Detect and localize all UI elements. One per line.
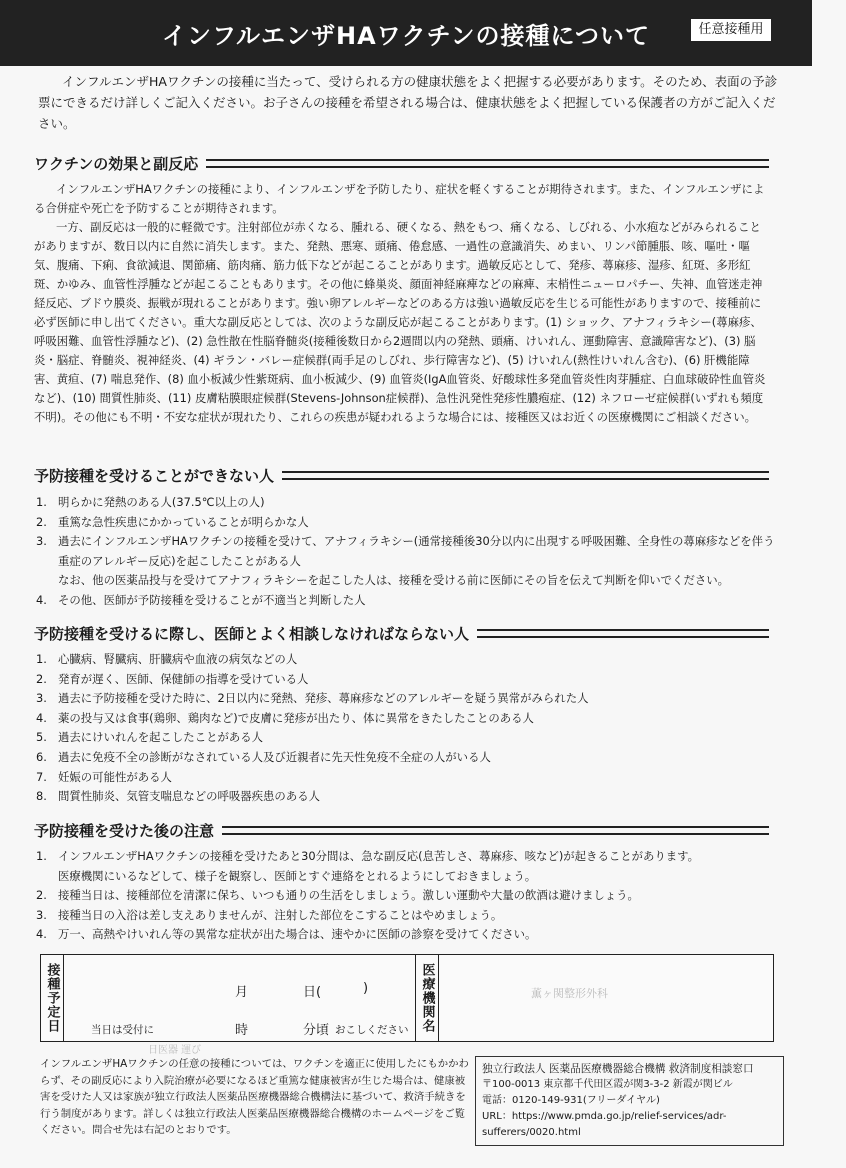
item-number: 2. (36, 514, 47, 529)
item-number: 1. (36, 495, 47, 509)
weekday-close: ) (363, 981, 369, 996)
item-text: 過去に予防接種を受けた時に、2日以内に発熱、発疹、蕁麻疹などのアレルギーを疑う異常がみられた人 (58, 691, 589, 706)
minute-label: 分頃 (303, 1023, 330, 1038)
list-item (36, 689, 776, 709)
item-number: 1. (36, 849, 47, 863)
list-item (36, 787, 776, 807)
item-number: 5. (36, 730, 47, 745)
section-header-effects (34, 152, 769, 174)
section-header-consult (34, 622, 769, 644)
list-item (36, 513, 776, 533)
item-number: 8. (36, 789, 47, 804)
contact-box (475, 1056, 784, 1146)
section-title: 予防接種を受けるに際し、医師とよく相談しなければならない人 (34, 624, 470, 643)
item-number: 2. (36, 888, 47, 903)
date-field[interactable] (63, 955, 416, 1041)
item-text: 発育が遅く、医師、保健師の指導を受けている人 (58, 671, 309, 686)
item-number: 4. (36, 592, 47, 607)
item-number: 4. (36, 927, 47, 942)
list-item (36, 886, 776, 906)
item-text: 薬の投与又は食事(鶏卵、鶏肉など)で皮膚に発疹が出たり、体に異常をきたしたことのある人 (58, 710, 534, 725)
item-text: 明らかに発熱のある人(37.5℃以上の人) (58, 495, 265, 509)
item-number: 7. (36, 769, 47, 784)
contact-address: 〒100-0013 東京都千代田区霞が関3-3-2 新霞が関ビル (482, 1079, 733, 1090)
section-rule (282, 471, 769, 480)
intro-paragraph: インフルエンザHAワクチンの接種に当たって、受けられる方の健康状態をよく把握する必要があります。そのため、表面の予診票にできるだけ詳しくご記入ください。お子さんの接種を希望される場合は、健康状態をよく把握している保護者の方がご記入ください。 (38, 74, 778, 131)
section-title: 予防接種を受けることができない人 (34, 466, 275, 485)
month-label: 月 (235, 985, 249, 1000)
clinic-stamp-faint: 薫ヶ関整形外科 (531, 987, 608, 1000)
list-item (36, 847, 776, 886)
item-number: 6. (36, 749, 47, 764)
list-item (36, 670, 776, 690)
section-title: 予防接種を受けた後の注意 (34, 821, 215, 840)
header-bar (0, 0, 812, 66)
contact-phone: 電話：0120-149-931(フリーダイヤル) (482, 1095, 660, 1106)
item-number: 1. (36, 652, 47, 666)
item-text: 接種当日は、接種部位を清潔に保ち、いつも通りの生活をしましょう。激しい運動や大量の飲酒は避けましょう。 (58, 888, 639, 903)
section-rule (206, 159, 769, 168)
contact-org: 独立行政法人 医薬品医療機器総合機構 救済制度相談窓口 (482, 1063, 754, 1075)
item-number: 3. (36, 691, 47, 706)
clinic-label: 医療機関名 (416, 955, 439, 1041)
item-text: 過去にけいれんを起こしたことがある人 (58, 730, 264, 745)
effects-paragraph-2: 一方、副反応は一般的に軽微です。注射部位が赤くなる、腫れる、硬くなる、熱をもつ、痛くなる、しびれる、小水疱などがみられることがありますが、数日以内に自然に消失します。また、発熱、悪寒、頭痛、倦怠感、一過性の意識消失、めまい、リンパ節腫脹、咳、嘔吐・嘔気、腹痛、下痢、食欲減退、関節痛、筋肉痛、筋力低下などが起こることがあります。過敏反応として、発疹、蕁麻疹、湿疹、紅斑、多形紅斑、かゆみ、血管性浮腫などが起こることもあります。その他に蜂巣炎、顔面神経麻痺などの麻痺、末梢性ニューロパチー、失神、血管迷走神経反応、ブドウ膜炎、振戦が現れることがあります。強い卵アレルギーなどのある方は強い過敏反応を生じる可能性がありますので、接種前に必ず医師に申し出てください。重大な副反応としては、次のような副反応が起こることがあります。(1) ショック、アナフィラキシー(蕁麻疹、呼吸困難、血管性浮腫など)、(2) 急性散在性脳脊髄炎(接種後数日から2週間以内の発熱、頭痛、けいれん、運動障害、意識障害など)、(3) 脳炎・脳症、脊髄炎、視神経炎、(4) ギラン・バレー症候群(両手足のしびれ、歩行障害など)、(5) けいれん(熱性けいれん含む)、(6) 肝機能障害、黄疸、(7) 喘息発作、(8) 血小板減少性紫斑病、血小板減少、(9) 血管炎(IgA血管炎、好酸球性多発血管炎性肉芽腫症、白血球破砕性血管炎など)、(10) 間質性肺炎、(11) 皮膚粘膜眼症候群(Stevens-Johnson症候群)、急性汎発性発疹性膿疱症、(12) ネフローゼ症候群(いずれも頻度不明)。その他にも不明・不安な症状が現れたり、これらの疾患が疑われるような場合には、接種医又はお近くの医療機関にご相談ください。 (34, 220, 766, 424)
item-number: 3. (36, 907, 47, 922)
item-text: 心臓病、腎臓病、肝臓病や血液の病気などの人 (58, 652, 298, 666)
item-text: 万一、高熱やけいれん等の異常な症状が出た場合は、速やかに医師の診察を受けてください。 (58, 927, 537, 942)
hour-label: 時 (235, 1023, 249, 1038)
list-item (36, 532, 776, 591)
list-item (36, 768, 776, 788)
day-label: 日( (303, 985, 322, 1000)
item-text: 間質性肺炎、気管支喘息などの呼吸器疾患のある人 (58, 789, 320, 804)
consult-list (36, 650, 776, 807)
item-number: 3. (36, 534, 47, 549)
page-title: インフルエンザHAワクチンの接種について (161, 22, 651, 50)
item-text: 接種当日の入浴は差し支えありませんが、注射した部位をこすることはやめましょう。 (58, 907, 503, 922)
contact-url[interactable]: URL：https://www.pmda.go.jp/relief-services/adr-sufferers/0020.html (482, 1111, 727, 1138)
section-header-cannot (34, 464, 769, 486)
item-text: 過去に免疫不全の診断がなされている人及び近親者に先天性免疫不全症の人がいる人 (58, 749, 491, 764)
section-rule (222, 826, 769, 835)
item-number: 4. (36, 710, 47, 725)
faint-mirror-text: 日医器 運び (148, 1045, 202, 1056)
category-badge: 任意接種用 (691, 19, 771, 41)
list-item (36, 925, 776, 945)
list-item (36, 493, 776, 513)
list-item (36, 748, 776, 768)
item-text: インフルエンザHAワクチンの接種を受けたあと30分間は、急な副反応(息苦しさ、蕁麻疹、咳など)が起きることがあります。 (58, 849, 700, 863)
arrival-prefix: 当日は受付に (91, 1024, 154, 1036)
list-item (36, 728, 776, 748)
list-item (36, 591, 776, 611)
clinic-name-field[interactable] (439, 955, 773, 1041)
schedule-label: 接種予定日 (41, 955, 64, 1041)
item-text: 過去にインフルエンザHAワクチンの接種を受けて、アナフィラキシー(通常接種後30分以内に出現する呼吸困難、全身性の蕁麻疹などを伴う重症のアレルギー反応)を起こしたことがある人 (58, 534, 775, 568)
relief-note: インフルエンザHAワクチンの任意の接種については、ワクチンを適正に使用したにもかかわらず、その副反応により入院治療が必要になるほど重篤な健康被害が生じた場合は、健康被害を受けた人又は家族が独立行政法人医薬品医療機器総合機構法に基づいて、救済手続きを行う制度があります。詳しくは独立行政法人医薬品医療機器総合機構のホームページをご覧ください。問合せ先は右記のとおりです。 (40, 1058, 469, 1136)
effects-paragraph-1: インフルエンザHAワクチンの接種により、インフルエンザを予防したり、症状を軽くすることが期待されます。また、インフルエンザによる合併症や死亡を予防することが期待されます。 (34, 182, 765, 215)
section-rule (477, 629, 769, 638)
list-item (36, 906, 776, 926)
arrival-suffix: おこしください (335, 1024, 409, 1036)
item-note: 医療機関にいるなどして、様子を観察し、医師とすぐ連絡をとれるようにしておきましょう。 (58, 868, 537, 883)
section-title: ワクチンの効果と副反応 (34, 154, 199, 173)
schedule-box (40, 954, 774, 1042)
list-item (36, 650, 776, 670)
item-note: なお、他の医薬品投与を受けてアナフィラキシーを起こした人は、接種を受ける前に医師にその旨を伝えて判断を仰いでください。 (58, 573, 730, 588)
item-text: 妊娠の可能性がある人 (58, 769, 172, 784)
list-item (36, 709, 776, 729)
item-text: その他、医師が予防接種を受けることが不適当と判断した人 (58, 592, 366, 607)
item-text: 重篤な急性疾患にかかっていることが明らかな人 (58, 514, 309, 529)
effects-body (34, 180, 772, 427)
after-list (36, 847, 776, 945)
section-header-after (34, 819, 769, 841)
item-number: 2. (36, 671, 47, 686)
cannot-list (36, 493, 776, 611)
